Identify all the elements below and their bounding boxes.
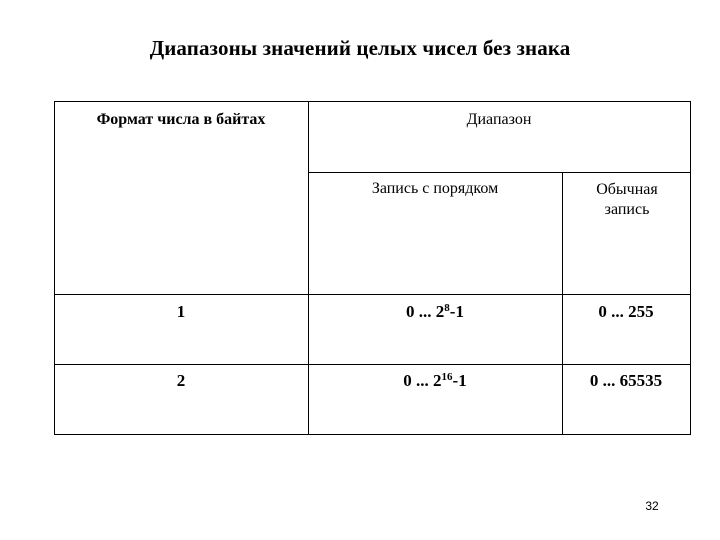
row-2-bytes: 2 [176, 371, 186, 390]
plain-column-divider [562, 172, 563, 435]
row-2-exponent-tail: -1 [452, 371, 467, 390]
row-2-plain-range: 0 ... 65535 [589, 371, 663, 390]
row-2-exponent-power: 16 [441, 371, 453, 383]
table-border-top [54, 101, 691, 102]
format-column-divider [308, 101, 309, 435]
row-1-plain-range: 0 ... 255 [598, 302, 654, 321]
table-border-left [54, 101, 55, 435]
subheader-exponent-notation: Запись с порядком [371, 180, 499, 197]
row-1-bytes: 1 [176, 302, 186, 321]
row-2-exponent-range [310, 371, 560, 391]
row-1-exponent-power: 8 [444, 302, 450, 314]
header-range-column: Диапазон [466, 111, 532, 128]
row-2-exponent-base: 0 ... 2 [403, 371, 442, 390]
header-format-column: Формат числа в байтах [96, 111, 266, 128]
page-number: 32 [645, 499, 659, 513]
range-subheader-divider [308, 172, 691, 173]
subheader-plain-notation: Обычная запись [596, 181, 658, 218]
row-divider [54, 364, 691, 365]
row-1-exponent-tail: -1 [449, 302, 464, 321]
table-border-bottom [54, 434, 691, 435]
slide-title: Диапазоны значений целых чисел без знака [149, 36, 571, 60]
row-1-exponent-base: 0 ... 2 [406, 302, 445, 321]
row-1-exponent-range [310, 302, 560, 322]
header-bottom-divider [54, 294, 691, 295]
table-border-right [690, 101, 691, 435]
